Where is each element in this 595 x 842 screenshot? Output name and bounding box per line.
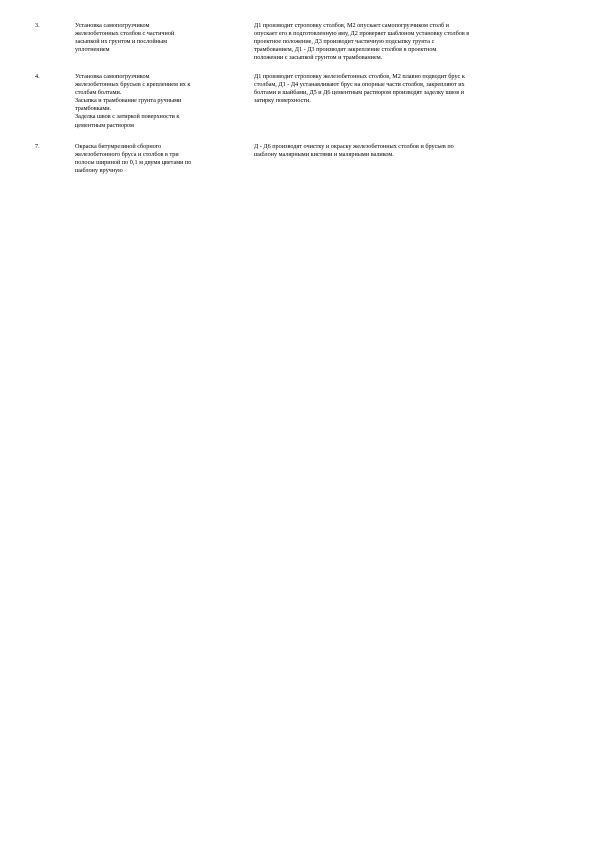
text-line: железобетонного бруса и столбов в три [75,151,179,159]
text-line: трамбовками. [75,105,112,113]
description-text [254,143,566,159]
text-line: Установка самопогрузчиком [75,73,150,80]
text-line: болтами и шайбами, Д5 и Д6 цементным раствором производят заделку швов и [254,89,465,97]
step-number: 4. [35,73,40,80]
text-line: Заделка швов с затиркой поверхности к [75,113,180,121]
text-line: затирку поверхности. [254,97,311,105]
operation-text [75,143,247,175]
description-text [254,73,566,105]
text-line: столбам, Д1 - Д4 устанавливают брус на опорные части столбов, закрепляют их [254,81,465,89]
text-line: столбам болтами. [75,89,122,97]
text-line: уплотнением [75,46,110,54]
step-number: 3. [35,22,40,29]
text-line: Окраска битумрезиной сборного [75,143,162,150]
text-line: Д1 производит строповку столбов, М2 опускает самопогрузчиком столб и [254,22,449,29]
text-line: Д - Д6 производят очистку и окраску железобетонных столбов и брусьев по [254,143,454,150]
operation-text [75,22,247,54]
description-text [254,22,566,62]
text-line: засыпкой их грунтом и послойным [75,38,168,46]
text-line: Д1 производит строповку железобетонных столбов, М2 плавно подводит брус к [254,73,465,80]
text-line: полосы шириной по 0,1 м двумя цветами по [75,159,192,167]
text-line: положении с засыпкой грунтом и трамбованием. [254,54,383,62]
step-number: 7. [35,143,40,150]
text-line: проектное положение, Д3 производит частичную подсыпку грунта с [254,38,435,46]
text-line: шаблону малярными кистями и малярными валиком. [254,151,394,159]
text-line: железобетонных столбов с частичной [75,30,175,38]
text-line: железобетонных брусьев с креплением их к [75,81,191,89]
operation-text [75,73,247,130]
text-line: опускает его в подготовленную яму, Д2 проверяет шаблоном установку столбов в [254,30,470,38]
text-line: Засыпка и трамбование грунта ручными [75,97,182,105]
text-line: Установка самопогрузчиком [75,22,150,29]
text-line: цементным раствором [75,121,134,129]
text-line: шаблону вручную [75,167,123,175]
text-line: трамбованием, Д1 - Д3 производят закрепление столбов в проектном [254,46,437,54]
